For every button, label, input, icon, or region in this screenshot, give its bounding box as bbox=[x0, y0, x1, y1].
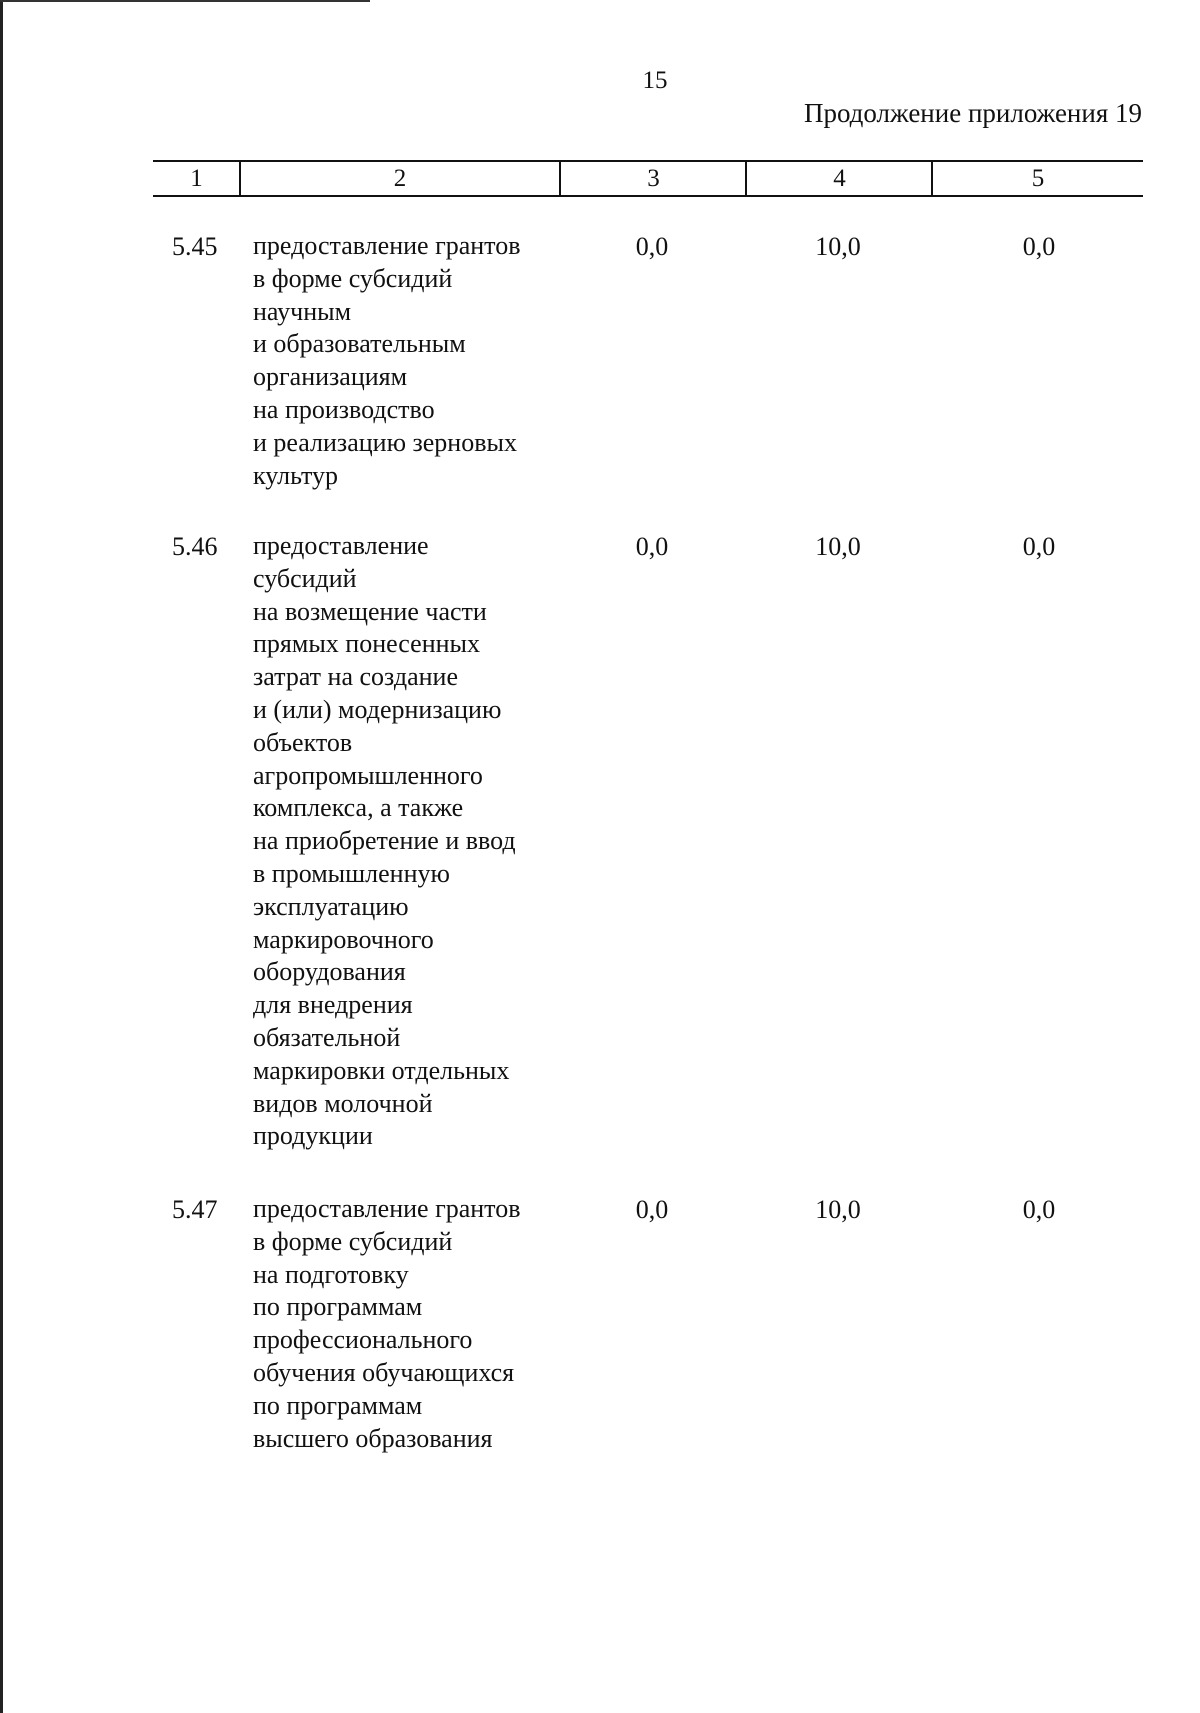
description-line: для внедрения bbox=[253, 990, 413, 1020]
description-line: эксплуатацию bbox=[253, 891, 409, 921]
description-line: обучения обучающихся bbox=[253, 1357, 515, 1387]
description-line: на возмещение части bbox=[253, 596, 487, 626]
description-line: в форме субсидий bbox=[253, 1226, 453, 1256]
page-number: 15 bbox=[642, 67, 668, 94]
description-line: в форме субсидий bbox=[253, 263, 453, 293]
description-line: по программам bbox=[253, 1292, 423, 1322]
description-line: предоставление грантов bbox=[253, 1194, 521, 1223]
description-line: агропромышленного bbox=[253, 760, 483, 790]
description-line: комплекса, а также bbox=[253, 793, 464, 823]
description-line: субсидий bbox=[253, 563, 357, 593]
description-line: и (или) модернизацию bbox=[253, 694, 502, 724]
description-line: научным bbox=[253, 296, 352, 326]
description-line: на производство bbox=[253, 394, 435, 424]
description-line: объектов bbox=[253, 727, 353, 757]
row-value-col5: 0,0 bbox=[1022, 1195, 1056, 1224]
description-line: в промышленную bbox=[253, 858, 450, 888]
header-col-2: 2 bbox=[393, 165, 407, 192]
description-line: на подготовку bbox=[253, 1259, 409, 1289]
description-line: продукции bbox=[253, 1121, 373, 1151]
header-col-1: 1 bbox=[190, 165, 203, 192]
row-value-col4: 10,0 bbox=[815, 232, 861, 261]
description-line: культур bbox=[253, 460, 338, 490]
description-line: затрат на создание bbox=[253, 662, 458, 692]
description-line: прямых понесенных bbox=[253, 629, 481, 659]
header-col-3: 3 bbox=[647, 165, 660, 192]
row-number: 5.45 bbox=[172, 232, 218, 261]
row-value-col3: 0,0 bbox=[635, 532, 669, 561]
description-line: оборудования bbox=[253, 957, 406, 987]
continuation-title: Продолжение приложения 19 bbox=[803, 98, 1142, 128]
row-value-col5: 0,0 bbox=[1022, 532, 1056, 561]
description-line: обязательной bbox=[253, 1022, 401, 1052]
row-value-col4: 10,0 bbox=[815, 1195, 861, 1224]
description-line: маркировочного bbox=[253, 924, 434, 954]
description-line: на приобретение и ввод bbox=[253, 826, 516, 856]
description-line: высшего образования bbox=[253, 1423, 493, 1453]
row-description bbox=[253, 1193, 553, 1455]
description-line: и реализацию зерновых bbox=[253, 427, 517, 457]
row-value-col4: 10,0 bbox=[815, 532, 861, 561]
row-value-col3: 0,0 bbox=[635, 232, 669, 261]
description-line: организациям bbox=[253, 362, 408, 392]
row-description bbox=[253, 530, 553, 1153]
description-line: предоставление грантов bbox=[253, 231, 521, 260]
description-line: маркировки отдельных bbox=[253, 1055, 510, 1085]
header-col-4: 4 bbox=[833, 165, 846, 192]
description-line: предоставление bbox=[253, 531, 429, 560]
row-description bbox=[253, 230, 553, 492]
description-line: по программам bbox=[253, 1390, 423, 1420]
table-header-row bbox=[153, 160, 1143, 197]
row-value-col5: 0,0 bbox=[1022, 232, 1056, 261]
description-line: и образовательным bbox=[253, 329, 466, 359]
scan-edge-top bbox=[0, 0, 370, 2]
row-number: 5.46 bbox=[172, 532, 218, 561]
description-line: видов молочной bbox=[253, 1088, 433, 1118]
description-line: профессионального bbox=[253, 1325, 473, 1355]
scan-edge-left bbox=[0, 0, 3, 1713]
row-number: 5.47 bbox=[172, 1195, 218, 1224]
row-value-col3: 0,0 bbox=[635, 1195, 669, 1224]
header-col-5: 5 bbox=[1031, 165, 1045, 192]
